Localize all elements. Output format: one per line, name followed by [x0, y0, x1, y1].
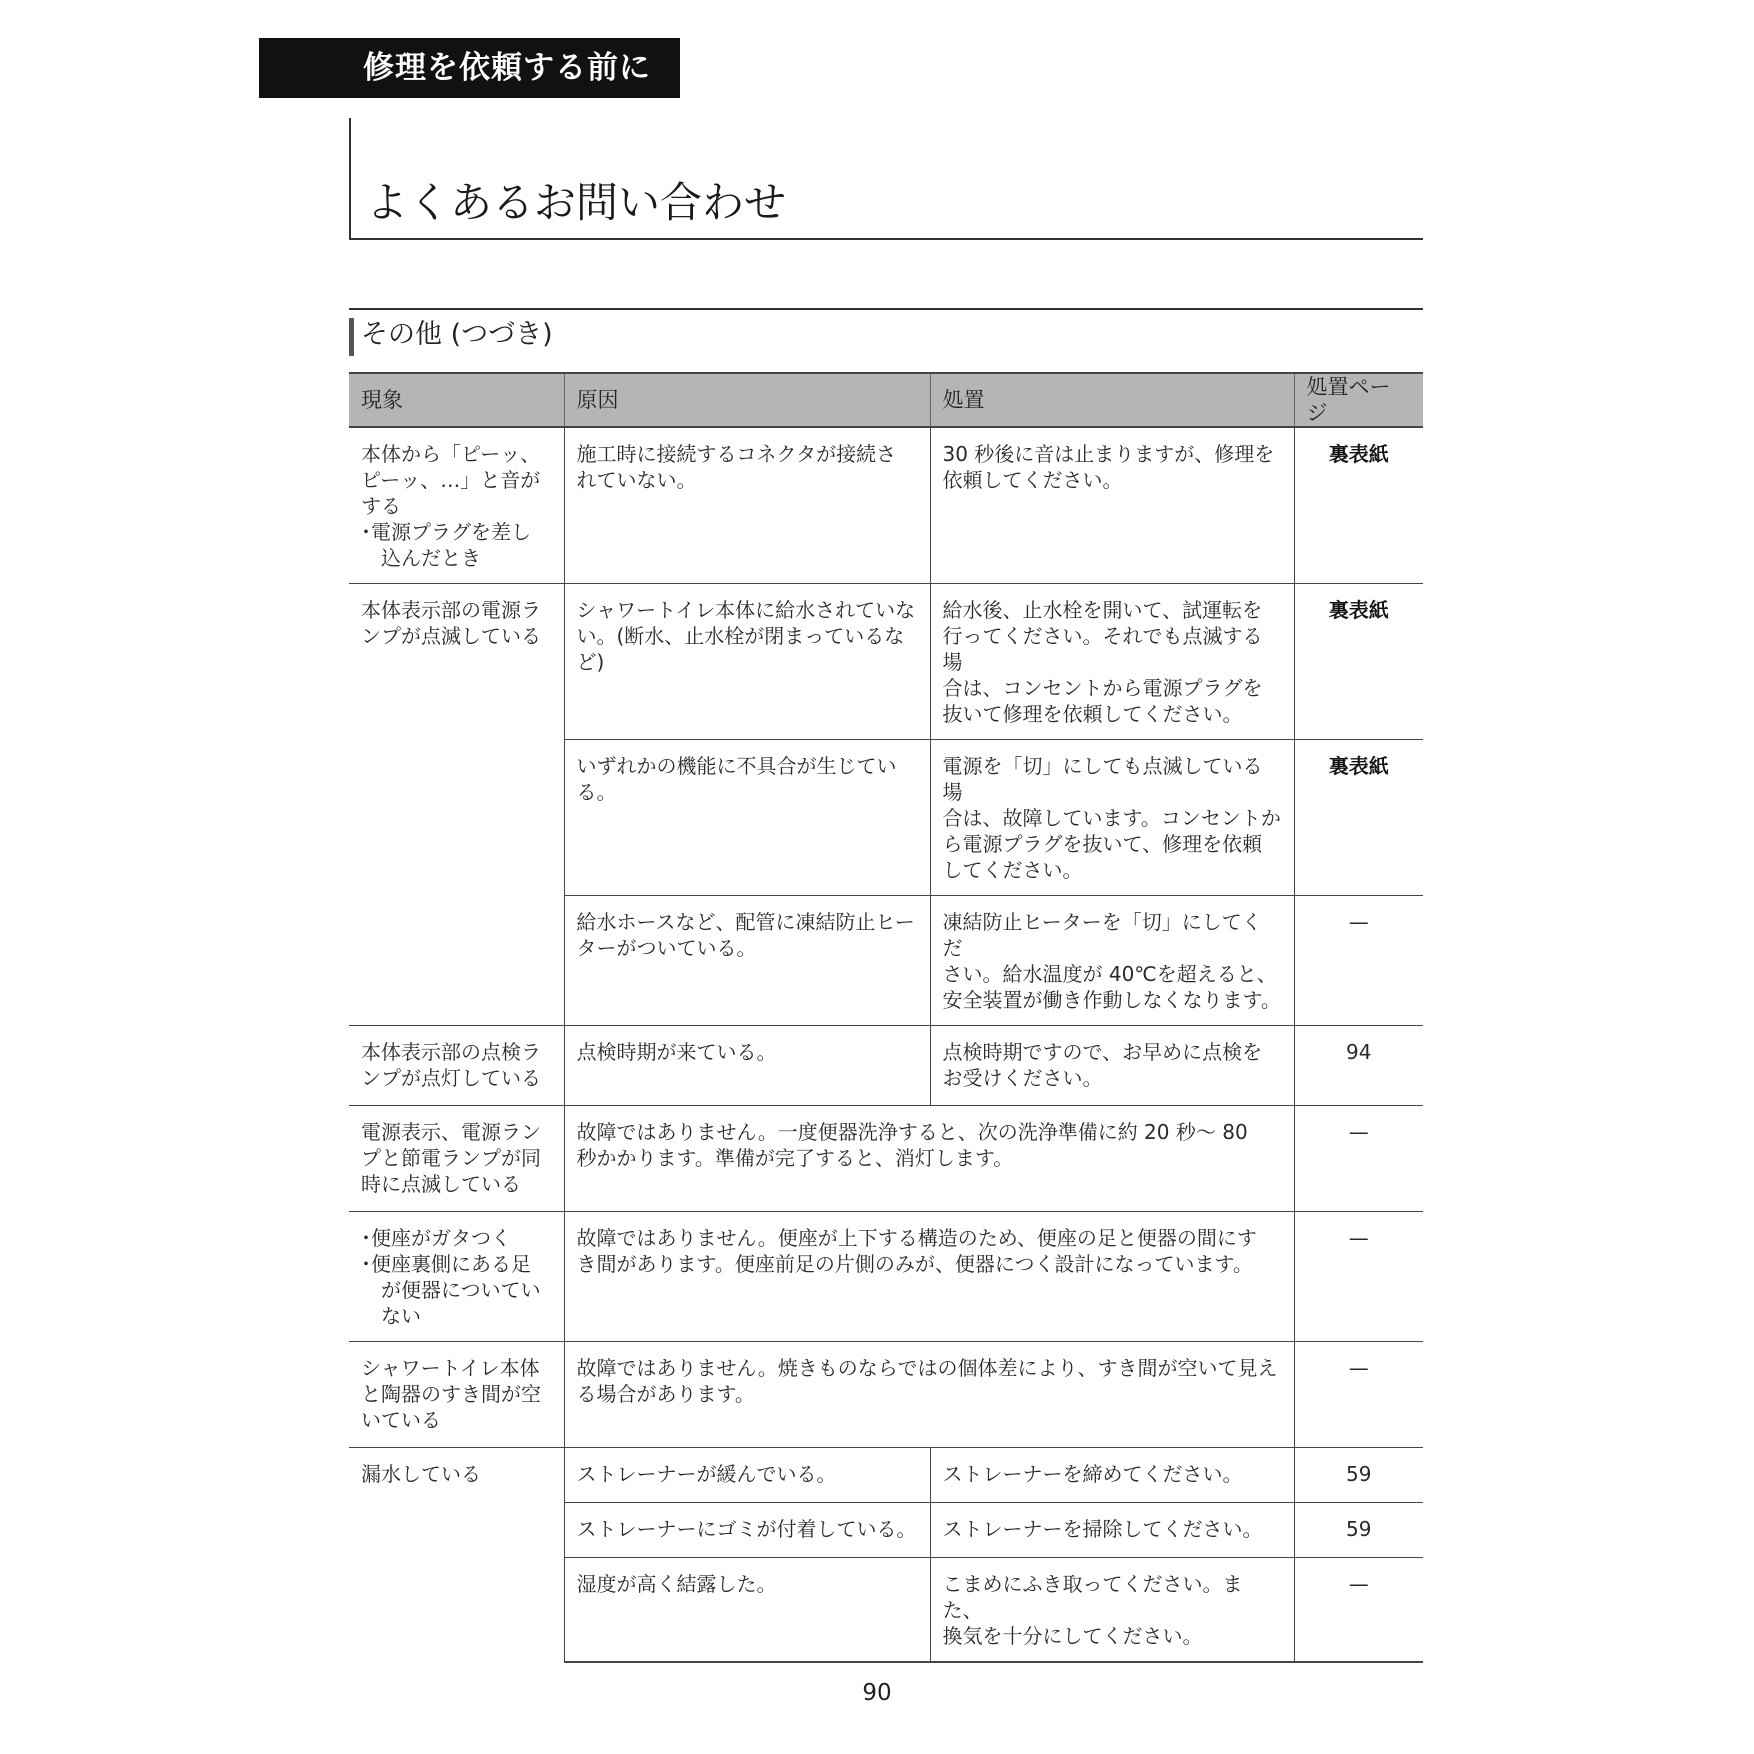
cause-cell: 施工時に接続するコネクタが接続さ れていない。 [564, 427, 930, 584]
remedy-cell: こまめにふき取ってください。また、 換気を十分にしてください。 [930, 1558, 1294, 1663]
page-ref-cell: — [1294, 896, 1423, 1026]
explanation-cell: 故障ではありません。焼きものならではの個体差により、すき間が空いて見え る場合があります。 [564, 1342, 1294, 1448]
page-heading [349, 118, 1423, 240]
cause-cell: 湿度が高く結露した。 [564, 1558, 930, 1663]
remedy-cell: 電源を「切」にしても点滅している場 合は、故障しています。コンセントか ら電源プラグを抜いて、修理を依頼 してください。 [930, 740, 1294, 896]
section-heading [349, 308, 1423, 348]
explanation-cell: 故障ではありません。一度便器洗浄すると、次の洗浄準備に約 20 秒～ 80 秒かかります。準備が完了すると、消灯します。 [564, 1106, 1294, 1212]
cause-cell: ストレーナーにゴミが付着している。 [564, 1503, 930, 1558]
table-row [349, 1026, 1423, 1106]
header-symptom: 現象 [349, 373, 564, 427]
header-remedy: 処置 [930, 373, 1294, 427]
page-ref-cell: — [1294, 1106, 1423, 1212]
section-title: その他 (つづき) [361, 319, 553, 350]
table-row [349, 1106, 1423, 1212]
page-ref-cell: — [1294, 1342, 1423, 1448]
table-row [349, 427, 1423, 584]
faq-table [349, 372, 1423, 1663]
symptom-cell: 本体表示部の電源ラ ンプが点滅している [349, 584, 564, 1026]
table-row [349, 1212, 1423, 1342]
cause-cell: 給水ホースなど、配管に凍結防止ヒー ターがついている。 [564, 896, 930, 1026]
remedy-cell: 給水後、止水栓を開いて、試運転を 行ってください。それでも点滅する場 合は、コンセントから電源プラグを 抜いて修理を依頼してください。 [930, 584, 1294, 740]
remedy-cell: 30 秒後に音は止まりますが、修理を 依頼してください。 [930, 427, 1294, 584]
table-header-row [349, 373, 1423, 427]
symptom-cell: シャワートイレ本体 と陶器のすき間が空 いている [349, 1342, 564, 1448]
symptom-cell: 本体表示部の点検ラ ンプが点灯している [349, 1026, 564, 1106]
symptom-cell: 本体から「ピーッ、 ピーッ、…」と音が する ･電源プラグを差し 込んだとき [349, 427, 564, 584]
page-ref-cell: — [1294, 1558, 1423, 1663]
table-row [349, 1448, 1423, 1503]
remedy-cell: ストレーナーを掃除してください。 [930, 1503, 1294, 1558]
remedy-cell: 点検時期ですので、お早めに点検を お受けください。 [930, 1026, 1294, 1106]
symptom-cell: 漏水している [349, 1448, 564, 1663]
symptom-cell: ･便座がガタつく ･便座裏側にある足 が便器についてい ない [349, 1212, 564, 1342]
page-number: 90 [862, 1680, 892, 1706]
header-cause: 原因 [564, 373, 930, 427]
cause-cell: ストレーナーが緩んでいる。 [564, 1448, 930, 1503]
remedy-cell: ストレーナーを締めてください。 [930, 1448, 1294, 1503]
chapter-tab: 修理を依頼する前に [259, 38, 680, 98]
header-page: 処置ページ [1294, 373, 1423, 427]
page-ref-cell: 59 [1294, 1448, 1423, 1503]
cause-cell: 点検時期が来ている。 [564, 1026, 930, 1106]
page-ref-cell: 94 [1294, 1026, 1423, 1106]
page-ref-cell: 59 [1294, 1503, 1423, 1558]
page-ref-cell: — [1294, 1212, 1423, 1342]
page-ref-cell: 裏表紙 [1294, 740, 1423, 896]
cause-cell: シャワートイレ本体に給水されていな い。(断水、止水栓が閉まっているな ど) [564, 584, 930, 740]
page-title: よくあるお問い合わせ [366, 178, 787, 227]
remedy-cell: 凍結防止ヒーターを「切」にしてくだ さい。給水温度が 40℃を超えると、 安全装置が働き作動しなくなります。 [930, 896, 1294, 1026]
page-ref-cell: 裏表紙 [1294, 427, 1423, 584]
section-marker [349, 318, 354, 356]
explanation-cell: 故障ではありません。便座が上下する構造のため、便座の足と便器の間にす き間があります。便座前足の片側のみが、便器につく設計になっています。 [564, 1212, 1294, 1342]
cause-cell: いずれかの機能に不具合が生じてい る。 [564, 740, 930, 896]
table-row [349, 1342, 1423, 1448]
symptom-cell: 電源表示、電源ラン プと節電ランプが同 時に点滅している [349, 1106, 564, 1212]
table-row [349, 584, 1423, 740]
page-ref-cell: 裏表紙 [1294, 584, 1423, 740]
